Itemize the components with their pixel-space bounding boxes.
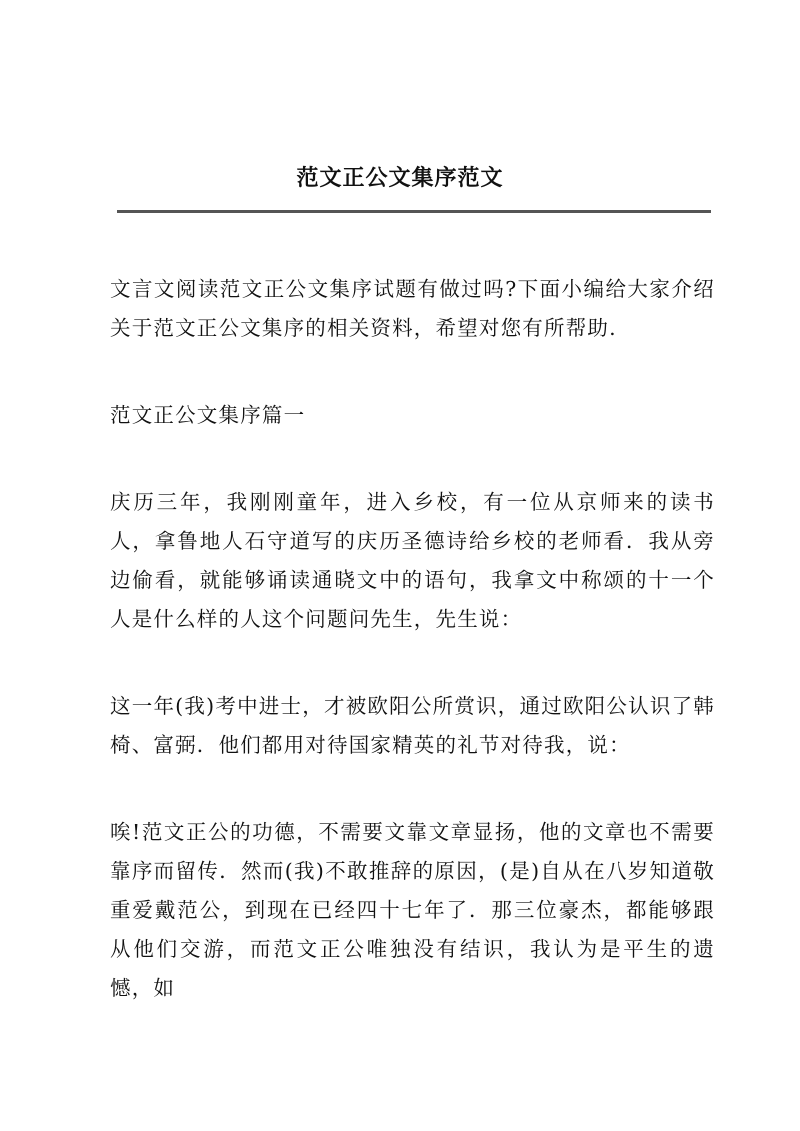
title-divider — [117, 210, 711, 213]
section-heading: 范文正公文集序篇一 — [110, 403, 306, 427]
body-paragraph: 唉!范文正公的功德，不需要文靠文章显扬，他的文章也不需要靠序而留传．然而(我)不敢推辞的原因，(是)自从在八岁知道敬重爱戴范公，到现在已经四十七年了．那三位豪杰，都能够跟从他们交游，而范文正公唯独没有结识，我认为是平生的遗憾，如 — [110, 820, 715, 1000]
intro-paragraph: 文言文阅读范文正公文集序试题有做过吗?下面小编给大家介绍关于范文正公文集序的相关资料，希望对您有所帮助. — [110, 277, 715, 340]
body-paragraph: 这一年(我)考中进士，才被欧阳公所赏识，通过欧阳公认识了韩椅、富弼．他们都用对待国家精英的礼节对待我，说： — [110, 694, 715, 757]
document-title: 范文正公文集序范文 — [296, 165, 504, 191]
body-paragraph: 庆历三年，我刚刚童年，进入乡校，有一位从京师来的读书人，拿鲁地人石守道写的庆历圣德诗给乡校的老师看．我从旁边偷看，就能够诵读通晓文中的语句，我拿文中称颂的十一个人是什么样的人这个问题问先生，先生说： — [110, 490, 715, 631]
document-body — [110, 270, 715, 1056]
